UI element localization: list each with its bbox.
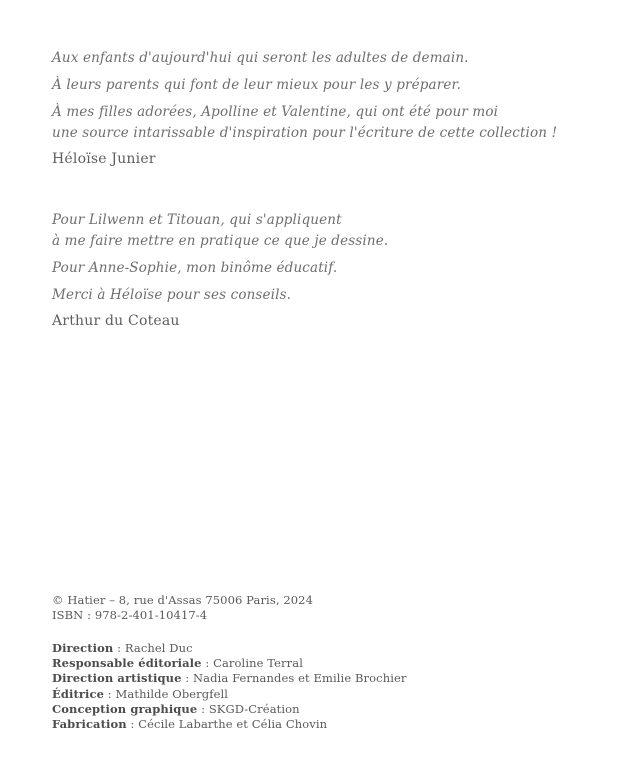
dedication-line: À mes filles adorées, Apolline et Valentine, qui ont été pour moi (52, 104, 499, 120)
credit-row-conception-graphique (52, 702, 407, 717)
dedication-line: Aux enfants d'aujourd'hui qui seront les adultes de demain. (52, 50, 469, 66)
credit-row-responsable-editoriale (52, 656, 407, 671)
credit-row-direction-artistique (52, 671, 407, 686)
dedication-line: Pour Anne-Sophie, mon binôme éducatif. (52, 260, 338, 276)
credit-separator: : (201, 656, 214, 671)
credit-label: Direction (52, 641, 114, 655)
credit-value: Cécile Labarthe et Célia Chovin (138, 717, 328, 732)
dedication-line: à me faire mettre en pratique ce que je dessine. (52, 233, 389, 249)
isbn-line: ISBN : 978-2-401-10417-4 (52, 608, 208, 622)
credit-row-fabrication (52, 717, 407, 732)
author-name-coteau: Arthur du Coteau (52, 313, 180, 329)
credit-value: SKGD-Création (208, 701, 300, 716)
credit-label: Fabrication (52, 717, 127, 732)
credit-value: Rachel Duc (124, 641, 193, 655)
dedication-line: Pour Lilwenn et Titouan, qui s'appliquent (52, 212, 342, 228)
credit-label: Direction artistique (52, 671, 182, 686)
credits-list (52, 641, 407, 732)
credit-value: Nadia Fernandes et Emilie Brochier (193, 671, 407, 686)
dedication-line: À leurs parents qui font de leur mieux pour les y préparer. (52, 77, 462, 93)
credit-label: Conception graphique (52, 701, 198, 716)
credit-label: Éditrice (52, 686, 105, 701)
dedication-line: une source intarissable d'inspiration pour l'écriture de cette collection ! (52, 125, 558, 141)
credit-row-editrice (52, 687, 407, 702)
credit-separator: : (181, 671, 193, 686)
credit-separator: : (104, 686, 116, 701)
credit-separator: : (197, 701, 209, 716)
credit-value: Mathilde Obergfell (115, 686, 229, 701)
credit-row-direction (52, 641, 407, 656)
copyright-line: © Hatier – 8, rue d'Assas 75006 Paris, 2024 (52, 593, 314, 607)
colophon (52, 593, 313, 623)
credit-label: Responsable éditoriale (52, 656, 202, 671)
credit-value: Caroline Terral (213, 656, 303, 671)
dedication-junier (52, 48, 600, 170)
dedication-coteau (52, 210, 600, 332)
dedication-line: Merci à Héloïse pour ses conseils. (52, 287, 292, 303)
author-name-junier: Héloïse Junier (52, 151, 156, 167)
credit-separator: : (126, 717, 139, 732)
credit-separator: : (113, 641, 125, 655)
